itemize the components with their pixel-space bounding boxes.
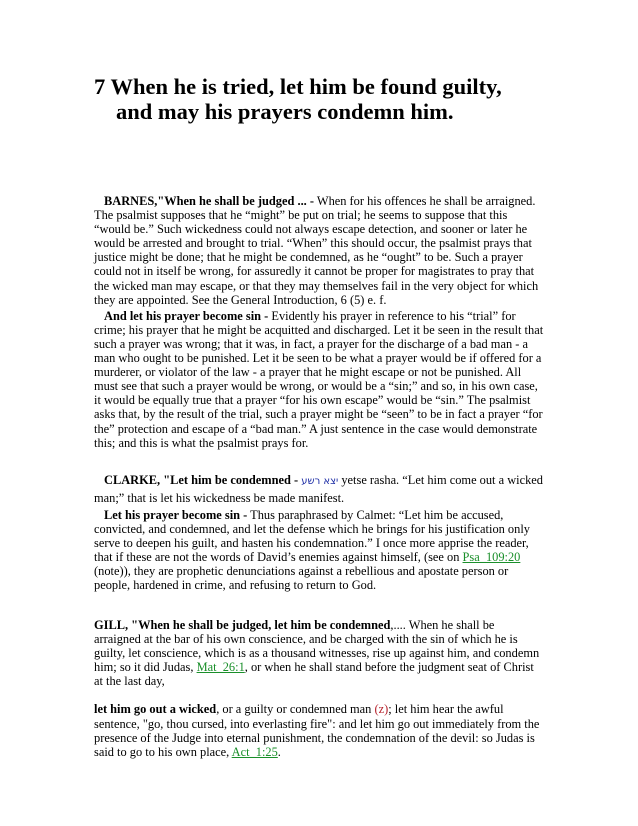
clarke-lead-2: Let his prayer become sin -	[104, 508, 248, 522]
gill-text-2b: ; let him hear the awful sentence, "go, thou cursed, into everlasting fire": and let him go out immediately from the presence of the Judge into eternal punishment, the condemnation of the devil: so Judas is said to go to his own place,	[94, 702, 540, 759]
gill-text-2a: , or a guilty or condemned man	[216, 702, 375, 717]
clarke-paragraph-2	[94, 508, 544, 593]
gill-text-1b: , or when he shall stand before the judgment seat of Christ at the last day,	[94, 660, 534, 689]
gill-text-1a: ,.... When he shall be arraigned at the bar of his own conscience, and be charged with the sin of which he is guilty, let conscience, which is as a thousand witnesses, rise up against him, and condemn him; so it did Judas,	[94, 618, 540, 675]
gill-paragraph-2	[94, 702, 544, 758]
clarke-lead: CLARKE, "Let him be condemned -	[104, 473, 299, 487]
gill-paragraph-1	[94, 618, 544, 688]
clarke-text-1: yetse rasha. “Let him come out a wicked man;” that is let his wickedness be made manifest.	[94, 473, 543, 505]
clarke-paragraph-1	[94, 472, 544, 507]
clarke-text-2b: (note)), they are prophetic denunciations against a rebellious and apostate person or people, hardened in crime, and refusing to return to God.	[94, 564, 509, 593]
mat-26-1-link[interactable]: Mat_26:1	[196, 660, 245, 675]
barnes-commentary	[94, 194, 544, 450]
barnes-text-1: When for his offences he shall be arraigned. The psalmist supposes that he “might” be put on trial; he seems to suppose that this “would be.” Such wickedness could not always escape detection, and sooner or later he would be arrested and brought to trial. “When” this should occur, the psalmist prays that justice might be done; that he might be condemned, as he “ought” to be. Such a prayer could not in itself be wrong, for assuredly it cannot be proper for magistrates to pray that the wicked man may escape, or that they may themselves fail in the very object for which they are appointed. See the General Introduction, 6 (5) e. f.	[94, 194, 539, 307]
clarke-commentary	[94, 472, 544, 593]
gill-lead: GILL, "When he shall be judged, let him be condemned	[94, 618, 391, 632]
barnes-text-2: Evidently his prayer in reference to his “trial” for crime; his prayer that he might be acquitted and discharged. Let it be seen in the result that such a prayer was wrong; that it was, in fact, a prayer for the discharge of a bad man - a man who ought to be punished. Let it be seen to be what a prayer would be if offered for a murderer, or violator of the law - a prayer that he might escape or not be punished. All must see that such a prayer would be wrong, or would be a “sin;” and so, in his own case, it would be equally true that a prayer “for his own escape” would be “sin.” The psalmist asks that, by the result of the trial, such a prayer might be “seen” to be in fact a prayer “for the” protection and escape of a “bad man.” A just sentence in the case would demonstrate this; and this is what the psalmist prays for.	[94, 308, 544, 450]
footnote-marker[interactable]: (z)	[374, 702, 389, 717]
barnes-paragraph-1	[94, 194, 544, 307]
gill-lead-2: let him go out a wicked	[94, 702, 217, 717]
hebrew-text: יצא רשע	[301, 476, 339, 487]
gill-text-2c: .	[277, 744, 281, 759]
barnes-paragraph-2	[94, 309, 544, 450]
barnes-lead-2: And let his prayer become sin -	[104, 308, 269, 323]
gill-commentary	[94, 618, 544, 759]
verse-heading-line-2: and may his prayers condemn him.	[116, 99, 454, 124]
verse-heading	[94, 74, 594, 124]
psa-109-20-link[interactable]: Psa_109:20	[462, 550, 521, 565]
act-1-25-link[interactable]: Act_1:25	[231, 744, 278, 759]
verse-heading-line-1: 7 When he is tried, let him be found guilty,	[94, 74, 502, 99]
barnes-lead: BARNES,"When he shall be judged ... -	[104, 194, 314, 208]
clarke-text-2a: Thus paraphrased by Calmet: “Let him be accused, convicted, and condemned, and let the defense which he brings for his justification only serve to deepen his guilt, and hasten his condemnation.” I once more apprise the reader, that if these are not the words of David’s enemies against himself, (see on	[94, 508, 530, 565]
